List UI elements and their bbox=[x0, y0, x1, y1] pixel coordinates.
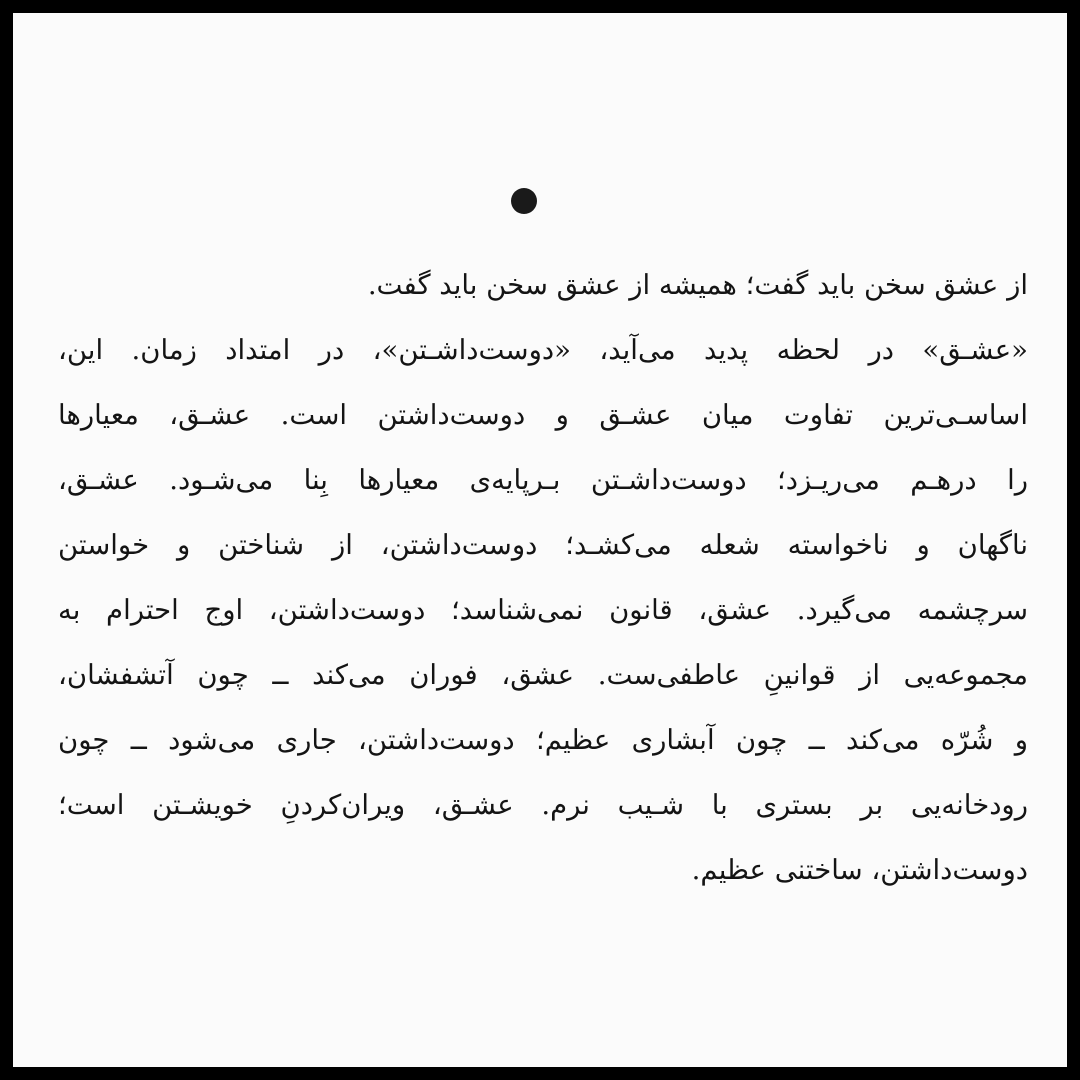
book-page bbox=[13, 13, 1067, 1067]
text-line: ناگهان و ناخواسته شعله می‌کشـد؛ دوست‌داشتن، از شناختن و خواستن bbox=[58, 529, 1028, 561]
paragraph bbox=[58, 253, 1028, 903]
text-line: را درهـم می‌ریـزد؛ دوست‌داشـتن بـرپایه‌ی معیارها بِنا می‌شـود. عشـق، bbox=[58, 464, 1028, 496]
text-line-last: دوست‌داشتن، ساختنی عظیم. bbox=[691, 854, 1028, 886]
text-line: سرچشمه می‌گیرد. عشق، قانون نمی‌شناسد؛ دوست‌داشتن، اوج احترام به bbox=[58, 594, 1028, 626]
text-line: رودخانه‌یی بر بستری با شـیب نرم. عشـق، ویران‌کردنِ خویشـتن است؛ bbox=[58, 789, 1028, 821]
text-line: اساسـی‌ترین تفاوت میان عشـق و دوست‌داشتن است. عشـق، معیارها bbox=[58, 399, 1028, 431]
text-line: مجموعه‌یی از قوانینِ عاطفی‌ست. عشق، فوران می‌کند ــ چون آتشفشان، bbox=[58, 659, 1028, 691]
text-line: «عشـق» در لحظه پدید می‌آید، «دوست‌داشـتن»، در امتداد زمان. این، bbox=[58, 334, 1028, 366]
text-line: و شُرّه می‌کند ــ چون آبشاری عظیم؛ دوست‌داشتن، جاری می‌شود ــ چون bbox=[58, 724, 1028, 756]
text-line-heading: از عشق سخن باید گفت؛ همیشه از عشق سخن باید گفت. bbox=[367, 269, 1028, 301]
bullet-icon bbox=[511, 188, 537, 214]
